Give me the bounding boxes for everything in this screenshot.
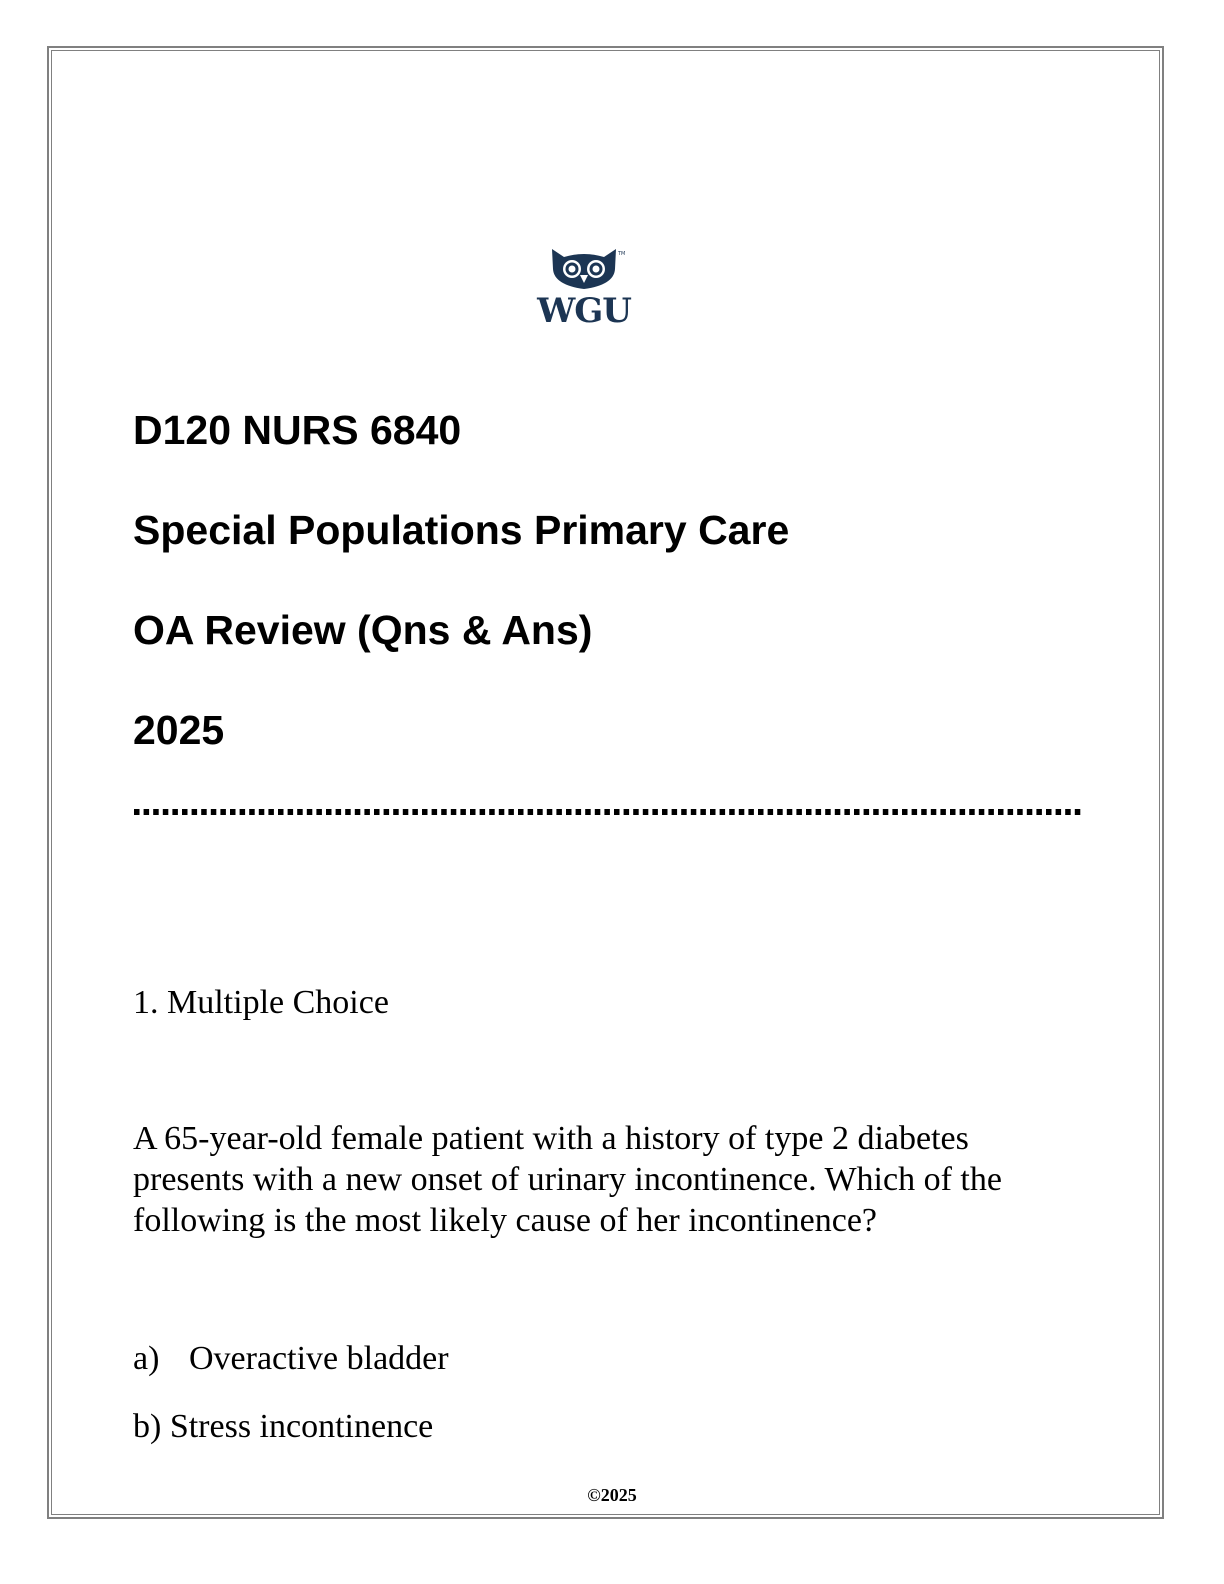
option-a-label: a) (133, 1340, 160, 1377)
logo-wordmark: WGU (537, 291, 631, 331)
svg-text:TM: TM (618, 251, 626, 257)
document-type: OA Review (Qns & Ans) (133, 607, 593, 653)
question-stem: A 65-year-old female patient with a history of type 2 diabetes presents with a new onset of urinary incontinence. Which of the following is the most likely cause of her incontinence? (133, 1120, 1002, 1239)
course-code: D120 NURS 6840 (133, 407, 462, 453)
course-title: Special Populations Primary Care (133, 507, 790, 553)
copyright-footer: ©2025 (587, 1485, 637, 1505)
option-b (133, 1406, 433, 1447)
option-a-text: Overactive bladder (189, 1340, 449, 1377)
wgu-logo (528, 245, 640, 337)
option-b-text: Stress incontinence (169, 1408, 434, 1445)
owl-logo-icon (528, 245, 640, 291)
question-number-type: 1. Multiple Choice (133, 984, 389, 1021)
dotted-divider (131, 806, 1083, 818)
document-year: 2025 (133, 707, 225, 753)
option-b-label: b) (133, 1408, 162, 1445)
option-a (133, 1338, 449, 1379)
